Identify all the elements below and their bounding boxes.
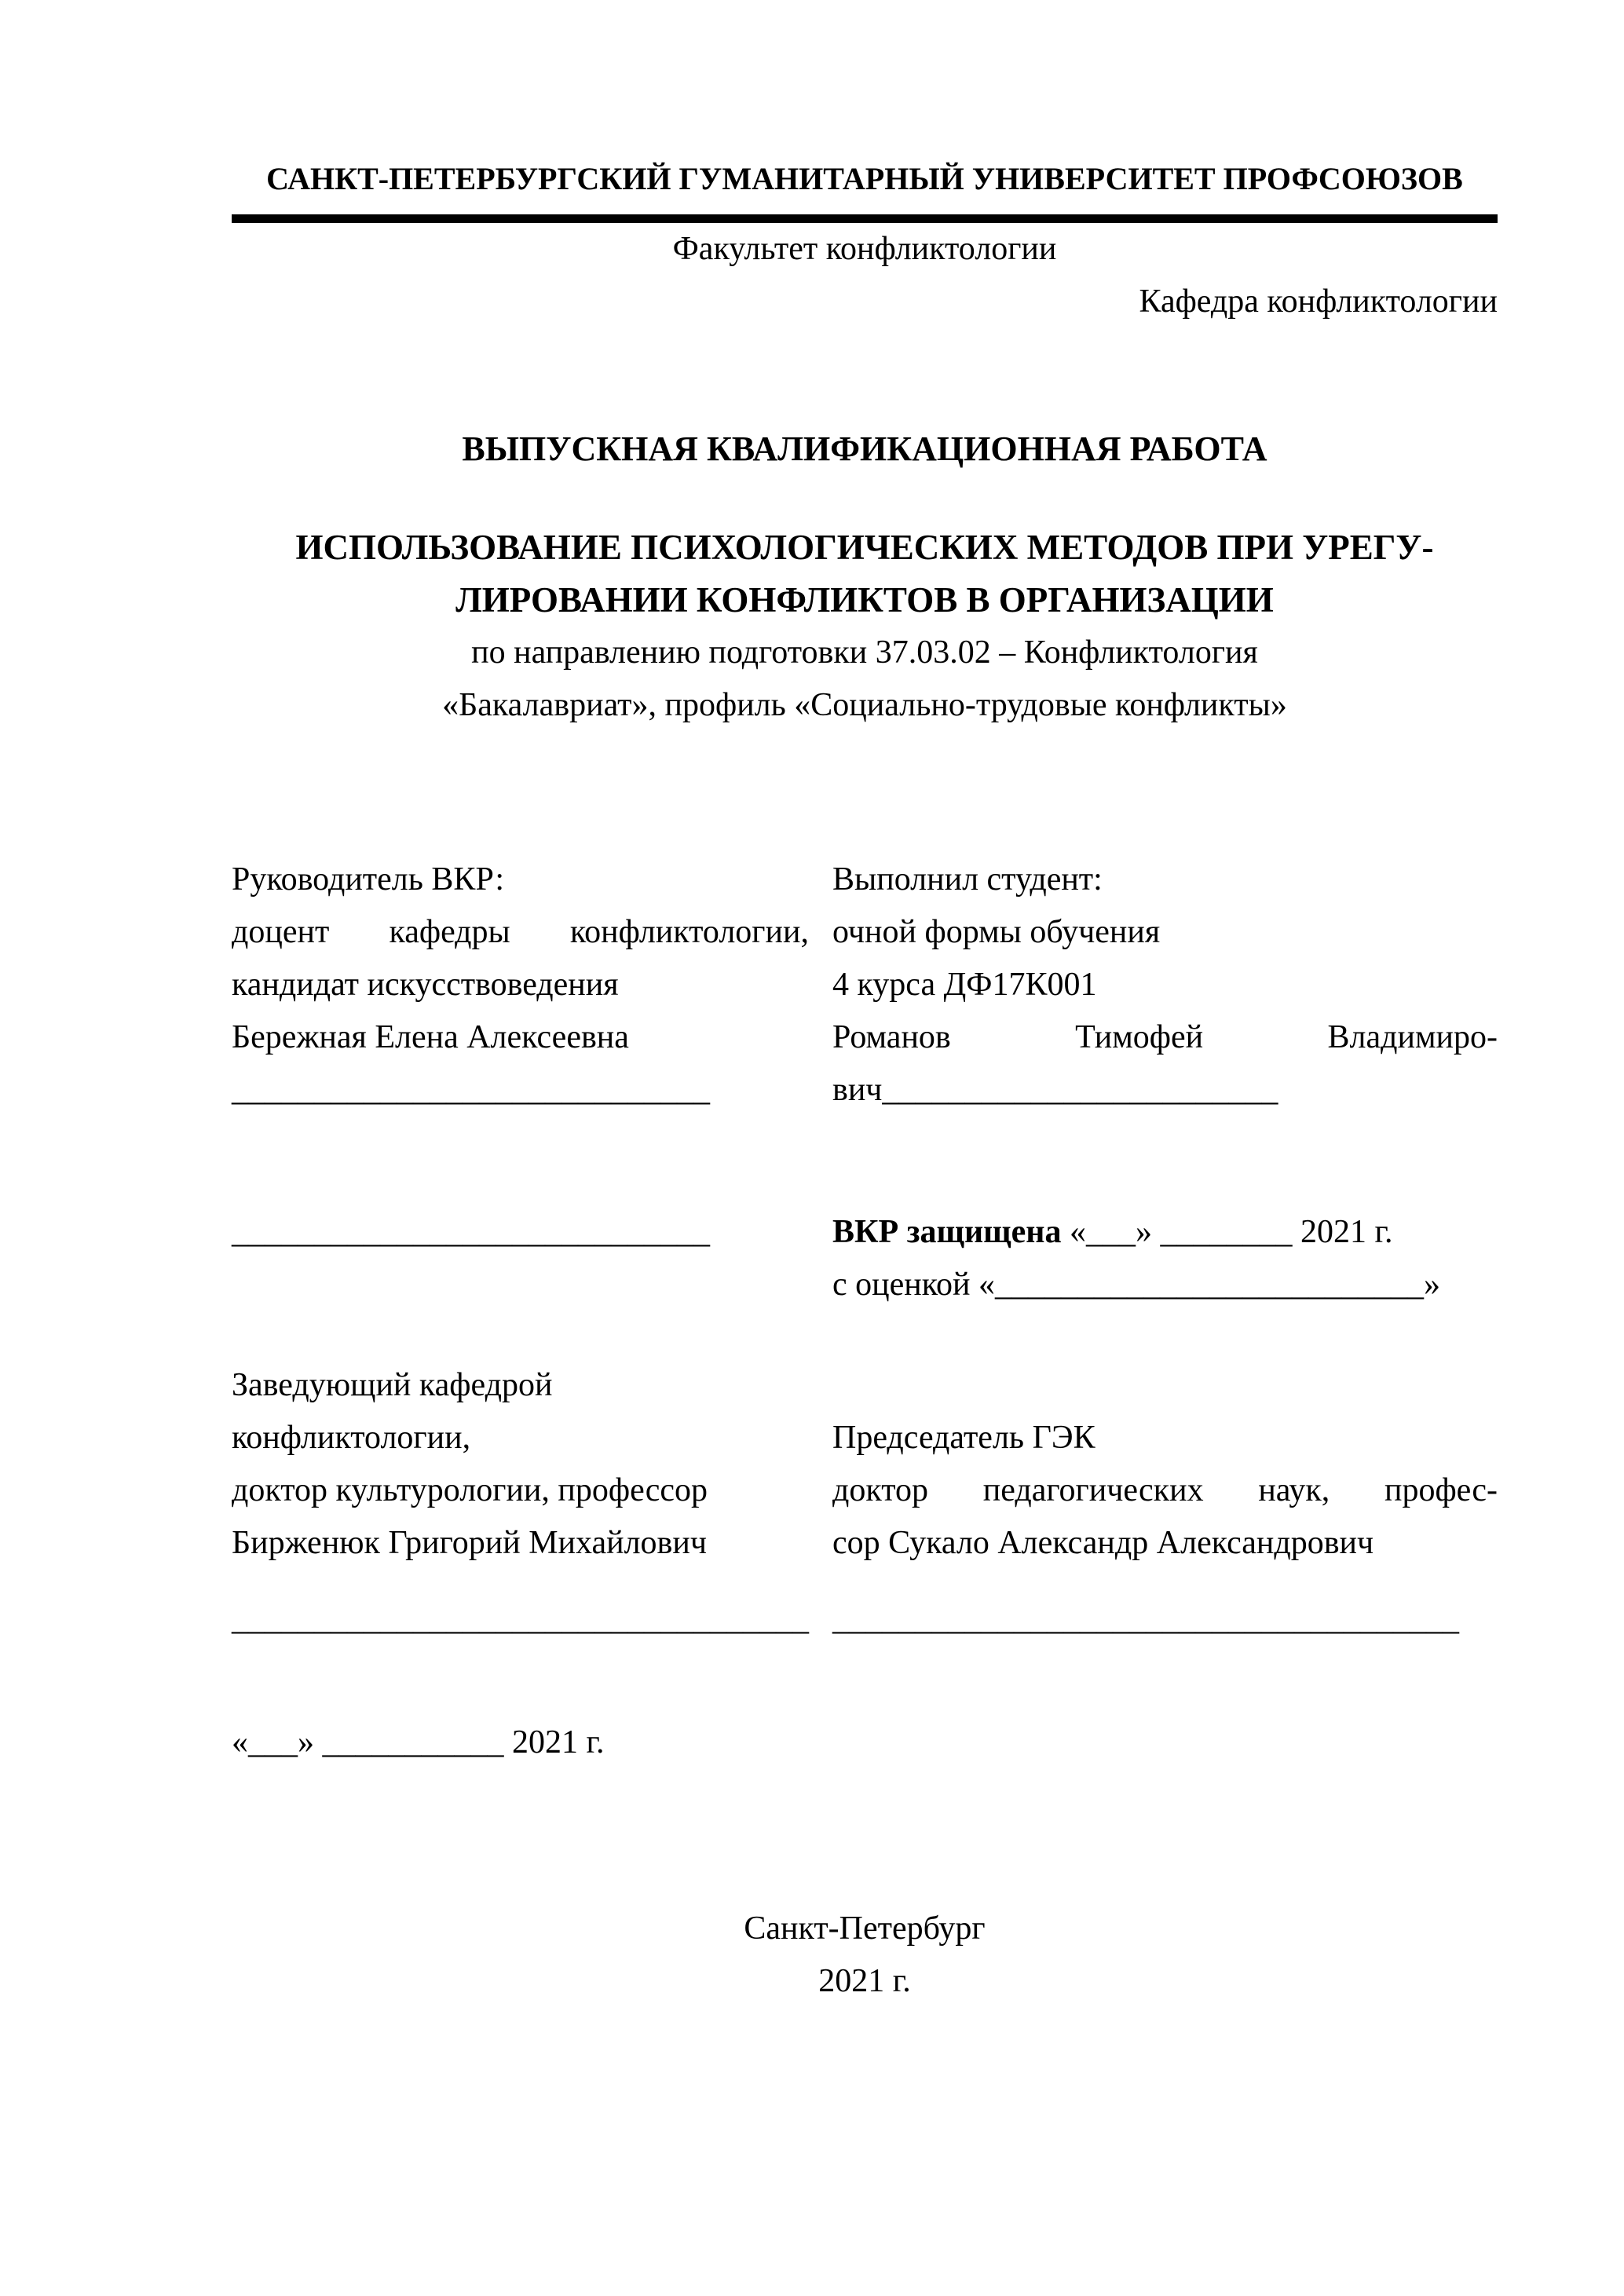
defense-left-column [232,1206,809,1311]
gek-chair-column [832,1359,1498,1570]
department-head-line1: Заведующий кафедрой [232,1367,553,1403]
supervisor-student-block [232,854,1498,1117]
defense-signature-line: _____________________________ [232,1214,710,1250]
gek-chair-line1: Председатель ГЭК [832,1420,1095,1456]
supervisor-signature-line: _____________________________ [232,1072,710,1108]
department-head-signature-line: ___________________________________ [232,1601,809,1637]
spacer-line [832,1359,1498,1412]
department-head-line2: конфликтологии, [232,1420,471,1456]
gek-chair-signature-line: ______________________________________ [832,1601,1459,1637]
thesis-title-line1: ИСПОЛЬЗОВАНИЕ ПСИХОЛОГИЧЕСКИХ МЕТОДОВ ПРИ УРЕГУ- [295,528,1434,567]
work-type-heading: ВЫПУСКНАЯ КВАЛИФИКАЦИОННАЯ РАБОТА [462,430,1267,468]
university-name: САНКТ-ПЕТЕРБУРГСКИЙ ГУМАНИТАРНЫЙ УНИВЕРСИТЕТ ПРОФСОЮЗОВ [232,152,1498,223]
department-head-column [232,1359,809,1570]
faculty-line: Факультет конфликтологии [672,231,1057,267]
student-name-line1: Романов Тимофей Владимиро- [832,1019,1498,1055]
defense-grade-line: с оценкой «__________________________» [832,1267,1440,1303]
signature-lines-block [232,1593,1498,1646]
department-head-name: Бирженюк Григорий Михайлович [232,1525,707,1561]
footer-city: Санкт-Петербург [744,1910,986,1947]
officials-block [232,1359,1498,1570]
department-head-date-line: «___» ___________ 2021 г. [232,1724,605,1760]
defense-right-column [832,1206,1498,1311]
student-heading: Выполнил студент: [832,861,1103,898]
program-line: по направлению подготовки 37.03.02 – Конфликтология [471,634,1258,671]
student-name-line2: вич________________________ [832,1072,1278,1108]
thesis-title-line2: ЛИРОВАНИИ КОНФЛИКТОВ В ОРГАНИЗАЦИИ [455,580,1274,620]
student-column [832,854,1498,1117]
gek-chair-line2: доктор педагогических наук, профес- [832,1472,1498,1508]
supervisor-position-line1: доцент кафедры конфликтологии, [232,914,809,950]
supervisor-position-line2: кандидат искусствоведения [232,967,619,1003]
supervisor-name: Бережная Елена Алексеевна [232,1019,629,1055]
footer-year: 2021 г. [818,1963,911,1999]
supervisor-column [232,854,809,1117]
profile-line: «Бакалавриат», профиль «Социально-трудовые конфликты» [442,687,1287,723]
defense-label: ВКР защищена [832,1214,1062,1250]
department-line: Кафедра конфликтологии [1139,283,1498,320]
gek-chair-line3: сор Сукало Александр Александрович [832,1525,1374,1561]
footer-block [232,1903,1498,2008]
student-course-group: 4 курса ДФ17К001 [832,967,1097,1003]
student-study-form: очной формы обучения [832,914,1161,950]
department-head-line3: доктор культурологии, профессор [232,1472,708,1508]
defense-block [232,1206,1498,1311]
defense-date-blank: «___» ________ 2021 г. [1061,1214,1393,1250]
defense-date-line [832,1206,1498,1259]
supervisor-heading: Руководитель ВКР: [232,861,505,898]
